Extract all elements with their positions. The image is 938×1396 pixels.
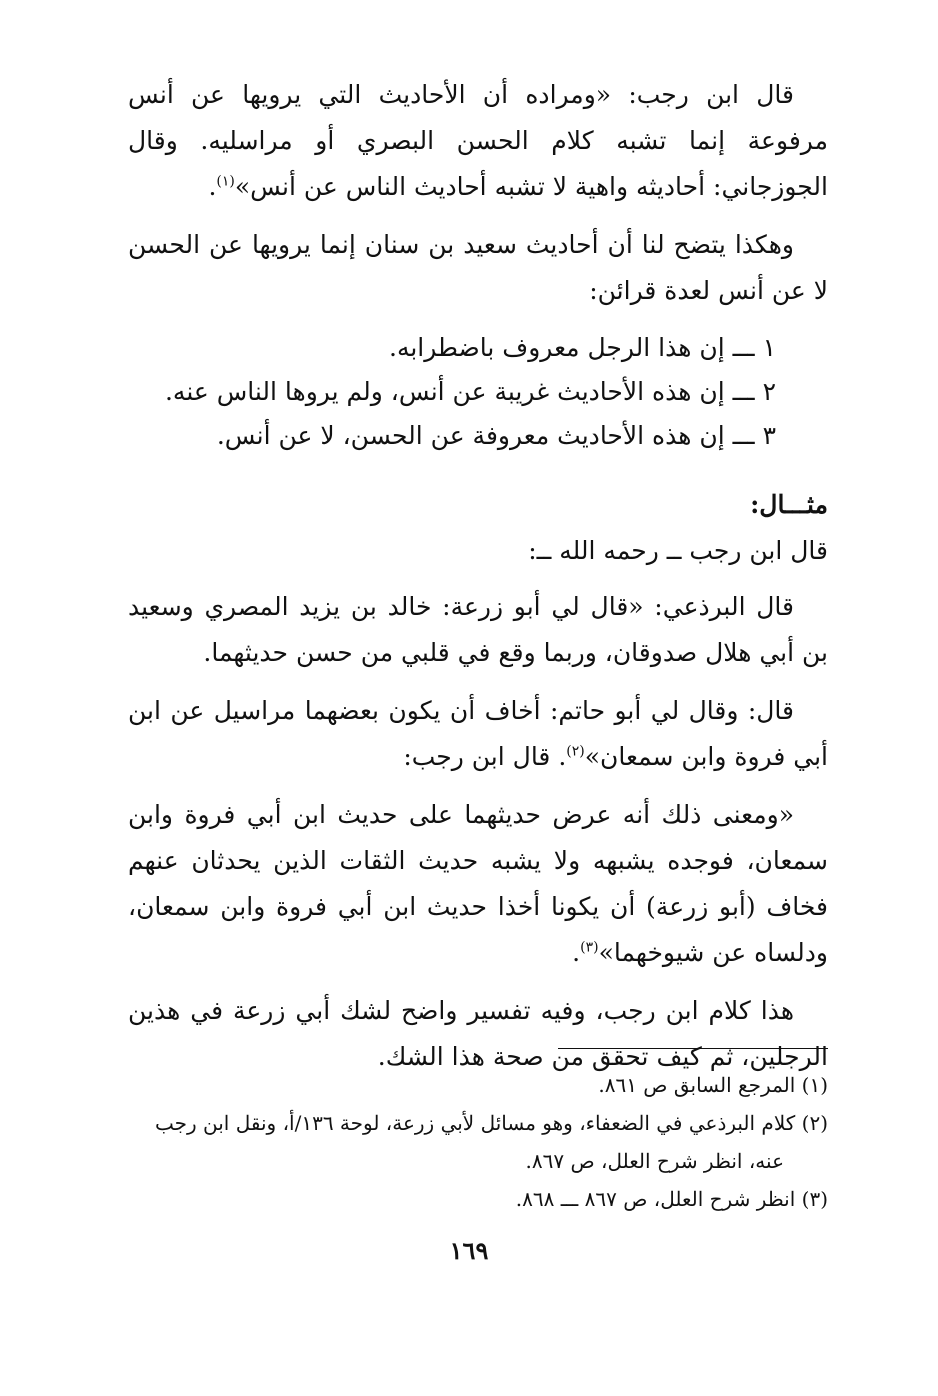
main-text	[128, 72, 828, 1092]
footnote-divider	[558, 1048, 828, 1049]
footnote-2: (٢) كلام البرذعي في الضعفاء، وهو مسائل لأبي زرعة، لوحة ١٣٦/أ، ونقل ابن رجب عنه، انظر شرح العلل، ص ٨٦٧.	[155, 1111, 828, 1173]
list-item-2: ٢ ـــ إن هذه الأحاديث غريبة عن أنس، ولم يروها الناس عنه.	[164, 377, 776, 406]
footnote-3: (٣) انظر شرح العلل، ص ٨٦٧ ـــ ٨٦٨.	[515, 1187, 828, 1211]
evidence-list	[128, 326, 828, 458]
paragraph-5	[128, 792, 828, 976]
paragraph-4-text: قال: وقال لي أبو حاتم: أخاف أن يكون بعضهما مراسيل عن ابن أبي فروة وابن سمعان»	[128, 696, 828, 771]
list-item-3: ٣ ـــ إن هذه الأحاديث معروفة عن الحسن، لا عن أنس.	[216, 421, 776, 450]
footnote-ref-2: (٢)	[566, 743, 585, 760]
list-item-1: ١ ـــ إن هذا الرجل معروف باضطرابه.	[389, 333, 776, 362]
paragraph-2: وهكذا يتضح لنا أن أحاديث سعيد بن سنان إنما يرويها عن الحسن لا عن أنس لعدة قرائن:	[128, 230, 828, 305]
footnotes	[128, 1066, 828, 1218]
example-intro: قال ابن رجب ــ رحمه الله ــ:	[528, 536, 828, 565]
paragraph-4	[128, 688, 828, 780]
example-heading: مثـــال:	[750, 490, 828, 519]
paragraph-5-text: «ومعنى ذلك أنه عرض حديثهما على حديث ابن أبي فروة وابن سمعان، فوجده يشبهه ولا يشبه حديث الثقات الذين يحدثان عنهم فخاف (أبو زرعة) أن يكونا أخذا حديث ابن أبي فروة وابن سمعان، ودلساه عن شيوخهما»	[128, 800, 828, 967]
paragraph-1-text: قال ابن رجب: «ومراده أن الأحاديث التي يرويها عن أنس مرفوعة إنما تشبه كلام الحسن البصري أو مراسليه. وقال الجوزجاني: أحاديثه واهية لا تشبه أحاديث الناس عن أنس»	[128, 80, 828, 201]
footnote-1: (١) المرجع السابق ص ٨٦١.	[598, 1073, 828, 1097]
paragraph-1-end: .	[208, 172, 217, 201]
page-number: ١٦٩	[449, 1236, 489, 1265]
paragraph-5-end: .	[572, 938, 581, 967]
paragraph-4-tail: . قال ابن رجب:	[403, 742, 567, 771]
footnote-ref-3: (٣)	[580, 939, 599, 956]
paragraph-6: هذا كلام ابن رجب، وفيه تفسير واضح لشك أبي زرعة في هذين الرجلين، ثم كيف تحقق من صحة هذا الشك.	[128, 996, 828, 1071]
footnote-ref-1: (١)	[216, 173, 235, 190]
paragraph-3: قال البرذعي: «قال لي أبو زرعة: خالد بن يزيد المصري وسعيد بن أبي هلال صدوقان، وربما وقع في قلبي من حسن حديثهما.	[128, 592, 828, 667]
paragraph-1	[128, 72, 828, 210]
